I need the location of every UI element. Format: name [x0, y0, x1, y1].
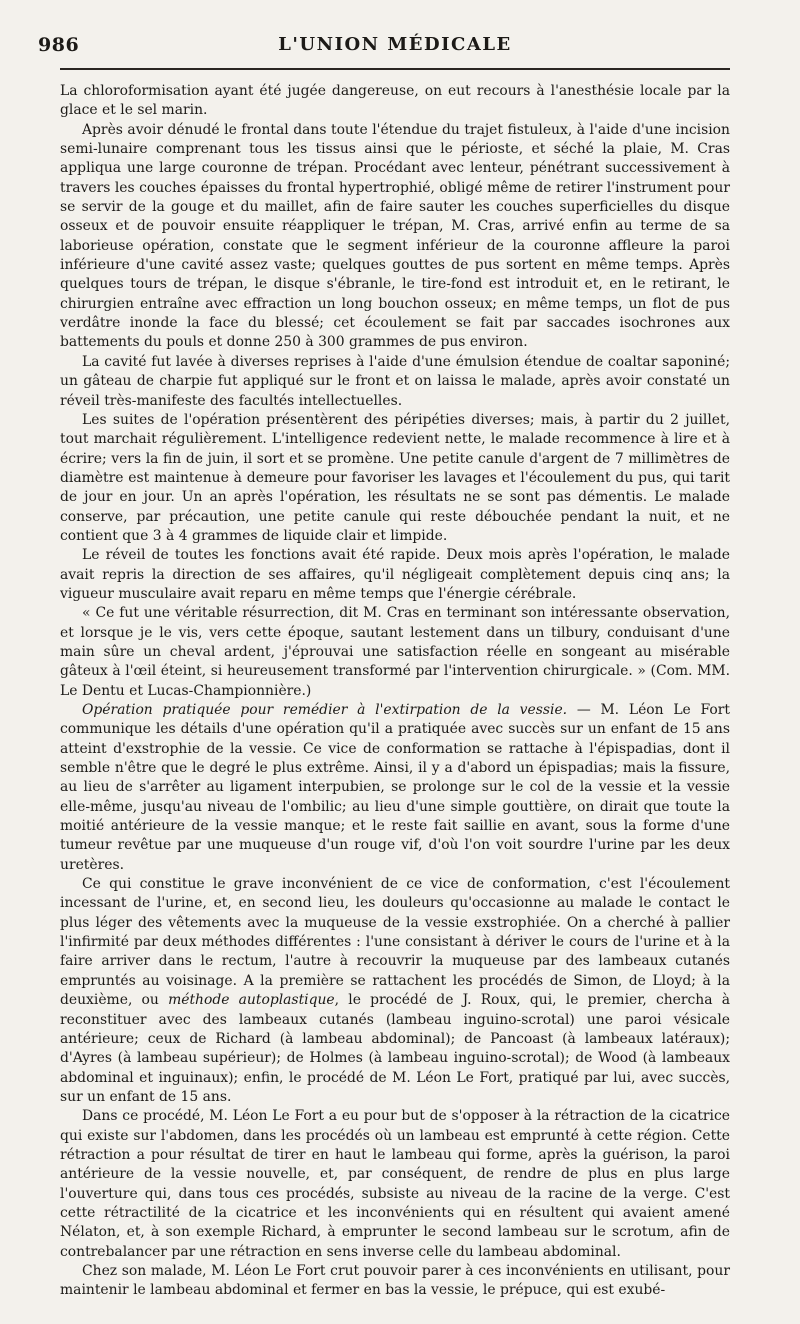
paragraph-inconvenience-text: Ce qui constitue le grave inconvénient de ce vice de conformation, c'est l'écoulement incessant de l'urine, et, en second lieu, les douleurs qu'occasionne au malade le contact le plus léger des vêtements avec la muqueuse de la vessie exstrophiée. On a cherché à pallier l'infirmité par deux méthodes différentes : l'une consistant à dériver le cours de l'urine et à la faire arriver dans le rectum, l'autre à recouvrir la muqueuse par des lambeaux cutanés empruntés au voisinage. A la première se rattachent les procédés de Simon, de Lloyd; à la deuxième, ou: [60, 876, 730, 1009]
paragraph-trepanation: Après avoir dénudé le frontal dans toute l'étendue du trajet fistuleux, à l'aide d'une incision semi-lunaire comprenant tous les tissus ainsi que le périoste, et séché la plaie, M. Cras appliqua une large couronne de trépan. Procédant avec lenteur, pénétrant successivement à travers les couches épaisses du frontal hypertrophié, obligé même de retirer l'instrument pour se servir de la gouge et du maillet, afin de faire sauter les couches superficielles du disque osseux et de pouvoir ensuite réappliquer le trépan, M. Cras, arrivé enfin au terme de sa laborieuse opération, constate que le segment inférieur de la couronne affleure la paroi inférieure d'une cavité assez vaste; quelques gouttes de pus sortent en même temps. Après quelques tours de trépan, le disque s'ébranle, le tire-fond est introduit et, en le retirant, le chirurgien entraîne avec effraction un long bouchon osseux; en même temps, un flot de pus verdâtre inonde la face du blessé; cet écoulement se fait par saccades isochrones aux battements du pouls et donne 250 à 300 grammes de pus environ.: [60, 121, 730, 351]
paragraph-patient-method: Chez son malade, M. Léon Le Fort crut pouvoir parer à ces inconvénients en utilisant, pour maintenir le lambeau abdominal et fermer en bas la vessie, le prépuce, qui est exubé-: [60, 1262, 730, 1299]
paragraph-resurrection-quote: « Ce fut une véritable résurrection, dit M. Cras en terminant son intéressante observation, et lorsque je le vis, vers cette époque, sautant lestement dans un tilbury, conduisant d'une main sûre un cheval ardent, j'éprouvai une satisfaction réelle en songeant au misérable gâteux à l'œil éteint, si heureusement transformé par l'intervention chirurgicale. » (Com. MM. Le Dentu et Lucas-Championnière.): [60, 605, 730, 699]
paragraph-bladder-operation: [60, 701, 730, 875]
paragraph-inconvenience: [60, 875, 730, 1107]
article-body: [60, 82, 730, 1301]
paragraph-anesthesia: La chloroformisation ayant été jugée dangereuse, on eut recours à l'anesthésie locale par la glace et le sel marin.: [60, 83, 730, 119]
paragraph-cavity-washing: La cavité fut lavée à diverses reprises à l'aide d'une émulsion étendue de coaltar saponiné; un gâteau de charpie fut appliqué sur le front et on laissa le malade, après avoir constaté un réveil très-manifeste des facultés intellectuelles.: [60, 353, 730, 409]
methode-autoplastique-term: méthode autoplastique: [168, 992, 335, 1009]
section-lead-title: Opération pratiquée pour remédier à l'extirpation de la vessie.: [82, 702, 568, 718]
journal-title: L'UNION MÉDICALE: [278, 34, 512, 55]
paragraph-recovery: Les suites de l'opération présentèrent des péripéties diverses; mais, à partir du 2 juillet, tout marchait régulièrement. L'intelligence redevient nette, le malade recommence à lire et à écrire; vers la fin de juin, il sort et se promène. Une petite canule d'argent de 7 millimètres de diamètre est maintenue à demeure pour favoriser les lavages et l'écoulement du pus, qui tarit de jour en jour. Un an après l'opération, les résultats ne se sont pas démentis. Le malade conserve, par précaution, une petite canule qui reste débouchée pendant la nuit, et ne contient que 3 à 4 grammes de liquide clair et limpide.: [60, 411, 730, 544]
page-header: [38, 34, 730, 70]
paragraph-inconvenience-rest: , le procédé de J. Roux, qui, le premier, chercha à reconstituer avec des lambeaux cutanés (lambeau inguino-scrotal) une paroi vésicale antérieure; ceux de Richard (à lambeau abdominal); de Pancoast (à lambeaux latéraux); d'Ayres (à lambeau supérieur); de Holmes (à lambeau inguino-scrotal); de Wood (à lambeaux abdominal et inguinaux); enfin, le procédé de M. Léon Le Fort, pratiqué par lui, avec succès, sur un enfant de 15 ans.: [60, 992, 731, 1105]
paragraph-functions: Le réveil de toutes les fonctions avait été rapide. Deux mois après l'opération, le malade avait repris la direction de ses affaires, qu'il négligeait complètement depuis cinq ans; la vigueur musculaire avait reparu en même temps que l'énergie cérébrale.: [60, 547, 730, 602]
page-number: 986: [38, 34, 80, 56]
paragraph-bladder-text: — M. Léon Le Fort communique les détails d'une opération qu'il a pratiquée avec succès sur un enfant de 15 ans atteint d'exstrophie de la vessie. Ce vice de conformation se rattache à l'épispadias, dont il semble n'être que le degré le plus extrême. Ainsi, il y a d'abord un épispadias; mais la fissure, au lieu de s'arrêter au ligament interpubien, se prolonge sur le col de la vessie et la vessie elle-même, jusqu'au niveau de l'ombilic; au lieu d'une simple gouttière, on dirait que toute la moitié antérieure de la vessie manque; et le reste fait saillie en avant, sous la forme d'une tumeur revêtue par une muqueuse d'un rouge vif, d'où l'on voit sourdre l'urine par les deux uretères.: [60, 702, 730, 873]
paragraph-procedure-goal: Dans ce procédé, M. Léon Le Fort a eu pour but de s'opposer à la rétraction de la cicatrice qui existe sur l'abdomen, dans les procédés où un lambeau est emprunté à cette région. Cette rétraction a pour résultat de tirer en haut le lambeau qui forme, après la guérison, la paroi antérieure de la vessie nouvelle, et, par conséquent, de rendre de plus en plus large l'ouverture qui, dans tous ces procédés, subsiste au niveau de la racine de la verge. C'est cette rétractilité de la cicatrice et les inconvénients qui en résultent qui avaient amené Nélaton, et, à son exemple Richard, à emprunter le second lambeau sur le scrotum, afin de contrebalancer par une rétraction en sens inverse celle du lambeau abdominal.: [60, 1108, 730, 1260]
